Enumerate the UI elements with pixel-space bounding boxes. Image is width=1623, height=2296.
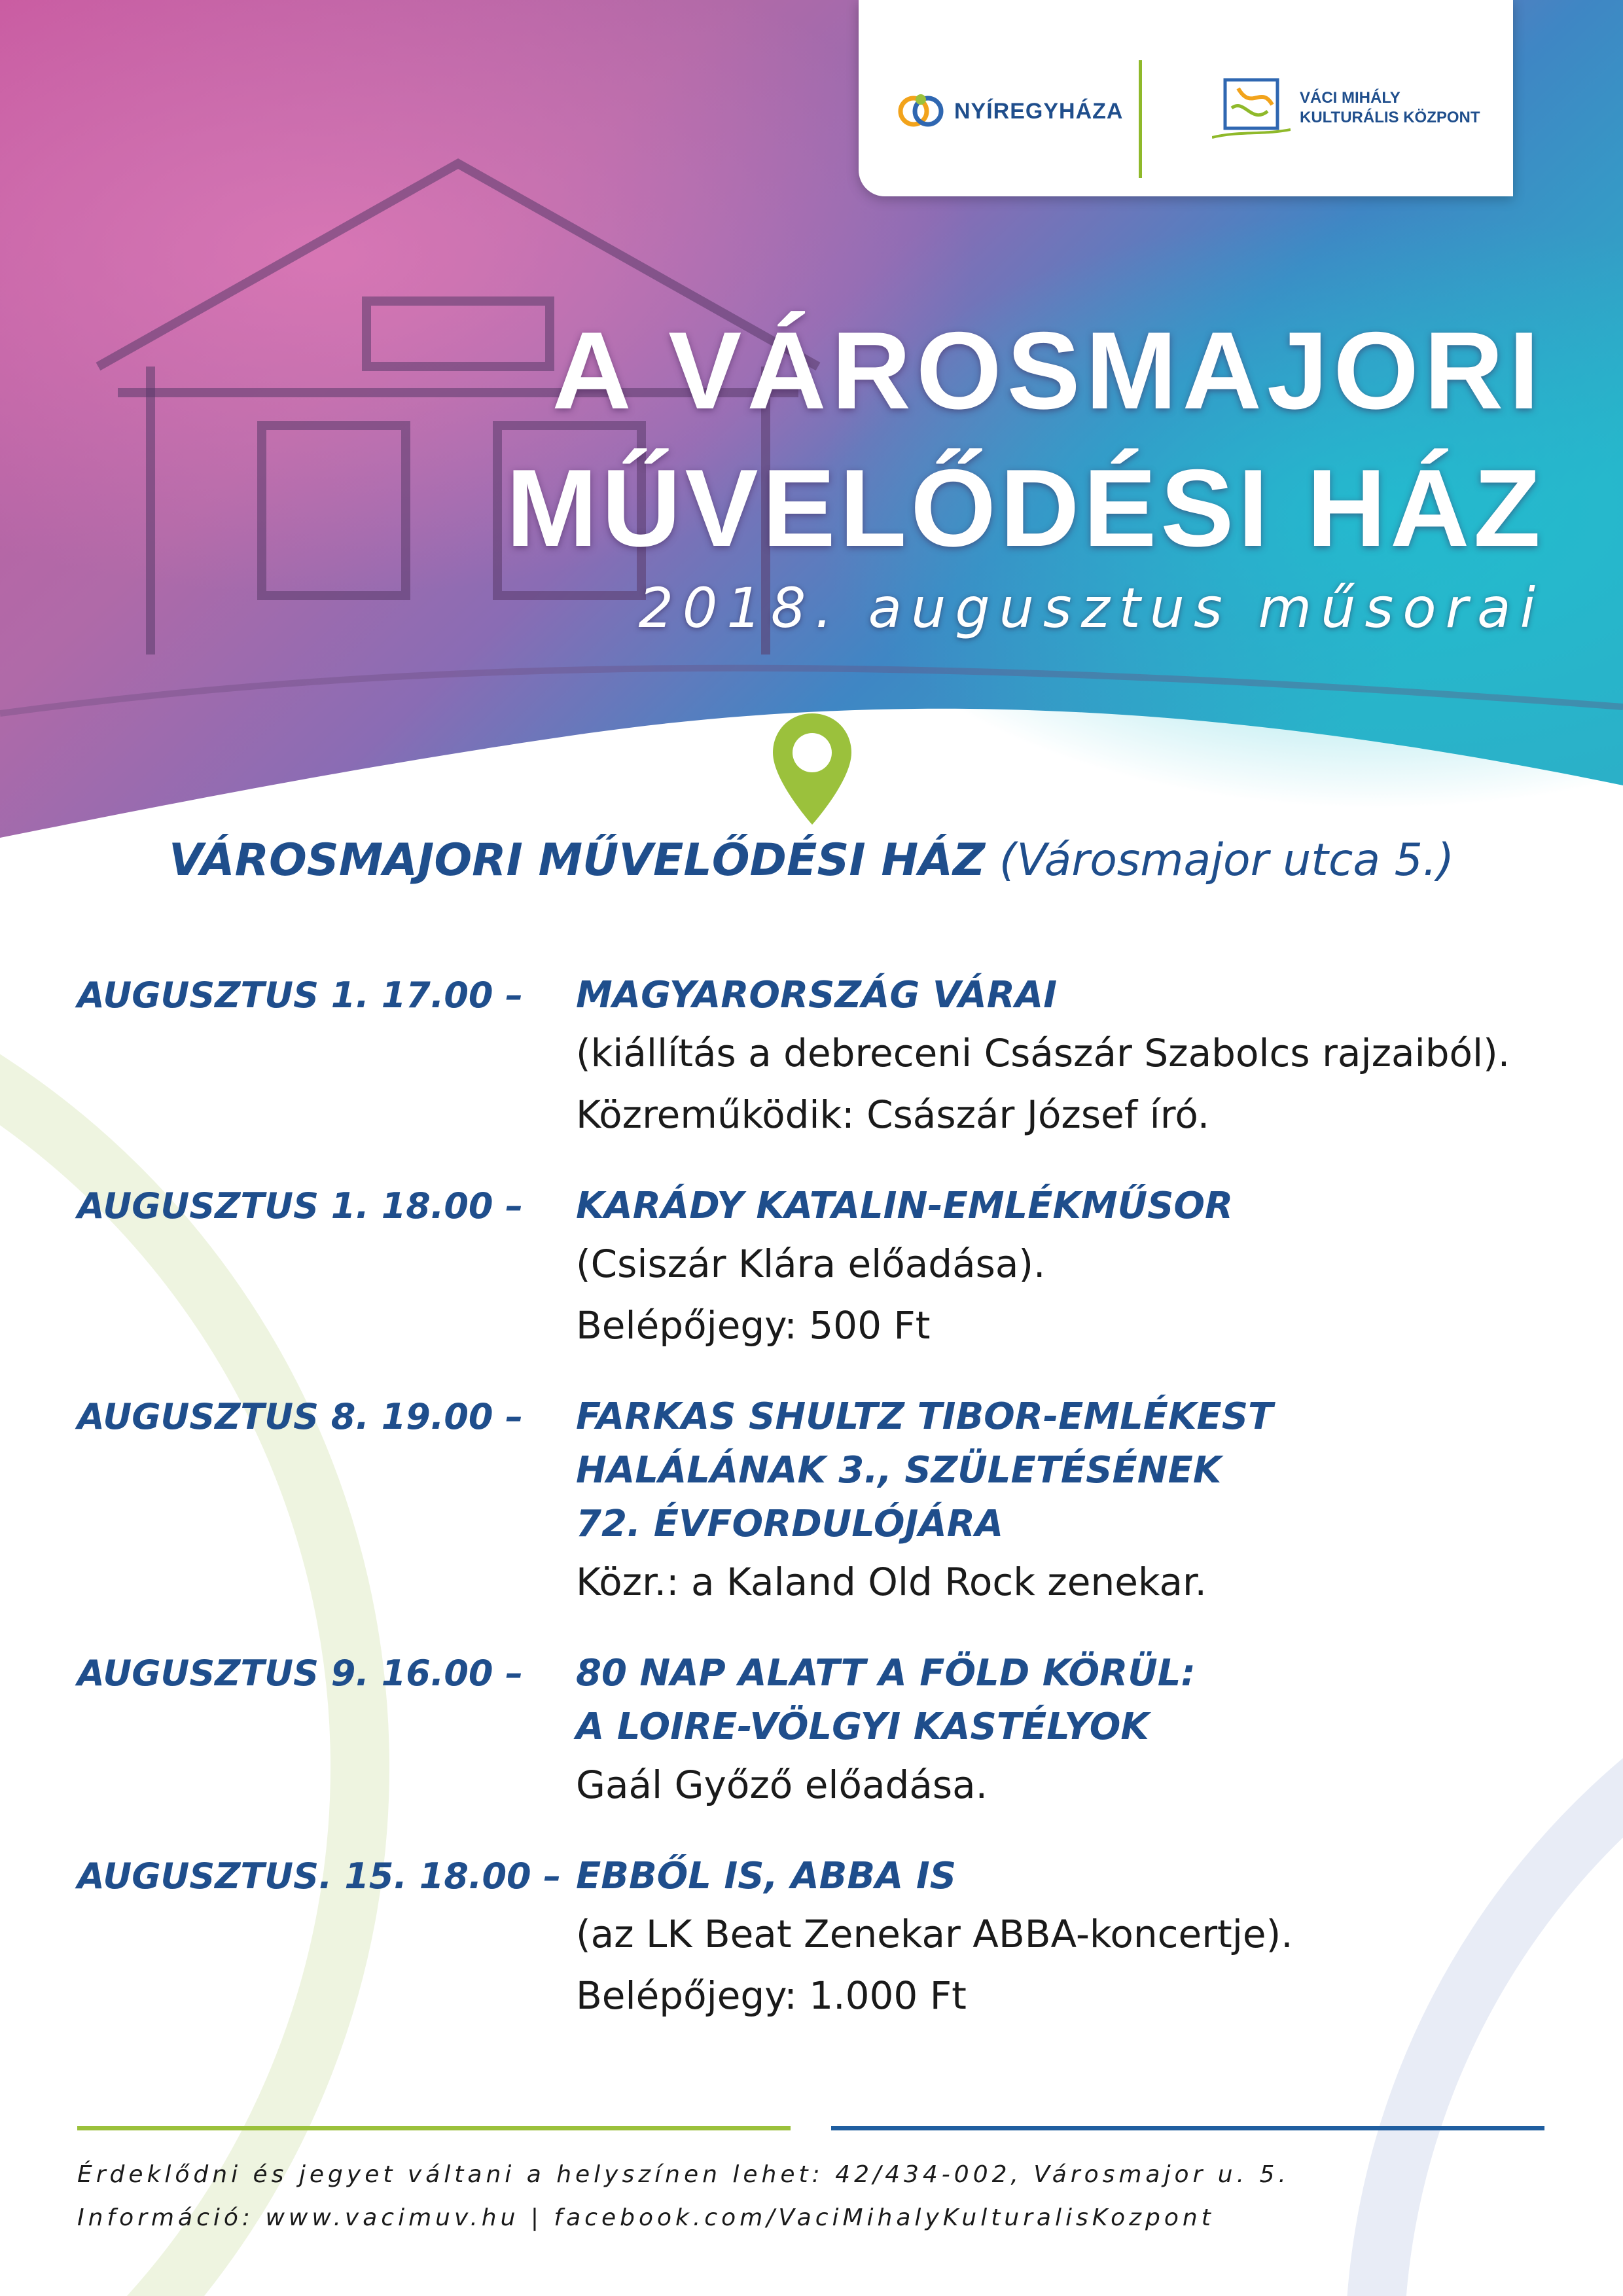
event-title: 72. ÉVFORDULÓJÁRA [576,1503,1004,1545]
event-title: A LOIRE-VÖLGYI KASTÉLYOK [576,1706,1149,1748]
event-description: Belépőjegy: 500 Ft [576,1303,931,1348]
event-body [576,969,1556,1145]
logo-text-line1: VÁCI MIHÁLY [1300,89,1400,107]
event-title: FARKAS SHULTZ TIBOR-EMLÉKEST [576,1395,1274,1438]
event-title: 80 NAP ALATT A FÖLD KÖRÜL: [576,1652,1196,1695]
venue-address: (Városmajor utca 5.) [999,834,1455,886]
logo-divider [1139,60,1142,178]
venue-name: VÁROSMAJORI MŰVELŐDÉSI HÁZ [168,834,986,886]
event-item [77,1179,1556,1356]
nyiregyhaza-logo-text: NYÍREGYHÁZA [954,98,1124,124]
event-date: AUGUSZTUS 1. 18.00 – [77,1185,524,1227]
event-description: (Csiszár Klára előadása). [576,1242,1046,1286]
logo-card [859,0,1513,196]
event-body [576,1850,1556,2026]
event-item [77,1647,1556,1816]
event-date: AUGUSZTUS 8. 19.00 – [77,1396,524,1437]
vaci-mihaly-logo-icon [1212,72,1291,144]
event-date: AUGUSZTUS. 15. 18.00 – [77,1856,562,1897]
page-title-line1: A VÁROSMAJORI [552,309,1544,432]
event-body [576,1179,1556,1356]
event-title: MAGYARORSZÁG VÁRAI [576,974,1058,1016]
page-title-line2: MŰVELŐDÉSI HÁZ [506,446,1544,569]
event-item [77,969,1556,1145]
location-pin-icon [770,710,855,828]
event-body [576,1647,1556,1816]
event-date: AUGUSZTUS 1. 17.00 – [77,975,524,1016]
event-description: (az LK Beat Zenekar ABBA-koncertje). [576,1912,1293,1956]
vaci-mihaly-logo-text [1300,88,1480,128]
logo-text-line2: KULTURÁLIS KÖZPONT [1300,109,1480,126]
event-title: KARÁDY KATALIN-EMLÉKMŰSOR [576,1185,1234,1227]
footer-info: Információ: www.vacimuv.hu | facebook.com/VaciMihalyKulturalisKozpont [77,2204,1215,2231]
event-list [77,969,1556,2060]
event-item [77,1850,1556,2026]
event-description: Közr.: a Kaland Old Rock zenekar. [576,1560,1207,1604]
footer-divider-blue [831,2126,1544,2130]
event-title: EBBŐL IS, ABBA IS [576,1855,957,1897]
event-item [77,1390,1556,1613]
nyiregyhaza-logo [897,86,1123,136]
event-body [576,1390,1556,1613]
nyiregyhaza-logo-icon [897,86,946,136]
event-title: HALÁLÁNAK 3., SZÜLETÉSÉNEK [576,1449,1222,1492]
event-description: Belépőjegy: 1.000 Ft [576,1973,967,2018]
venue-heading [0,834,1623,886]
event-date: AUGUSZTUS 9. 16.00 – [77,1653,524,1694]
event-description: (kiállítás a debreceni Császár Szabolcs rajzaiból). [576,1031,1510,1075]
event-description: Gaál Győző előadása. [576,1763,988,1807]
footer-contact: Érdeklődni és jegyet váltani a helyszínen lehet: 42/434-002, Városmajor u. 5. [77,2161,1290,2188]
event-description: Közreműködik: Császár József író. [576,1092,1210,1137]
footer-divider-green [77,2126,791,2130]
vaci-mihaly-logo [1212,72,1480,144]
page-subtitle: 2018. augusztus műsorai [638,576,1544,640]
